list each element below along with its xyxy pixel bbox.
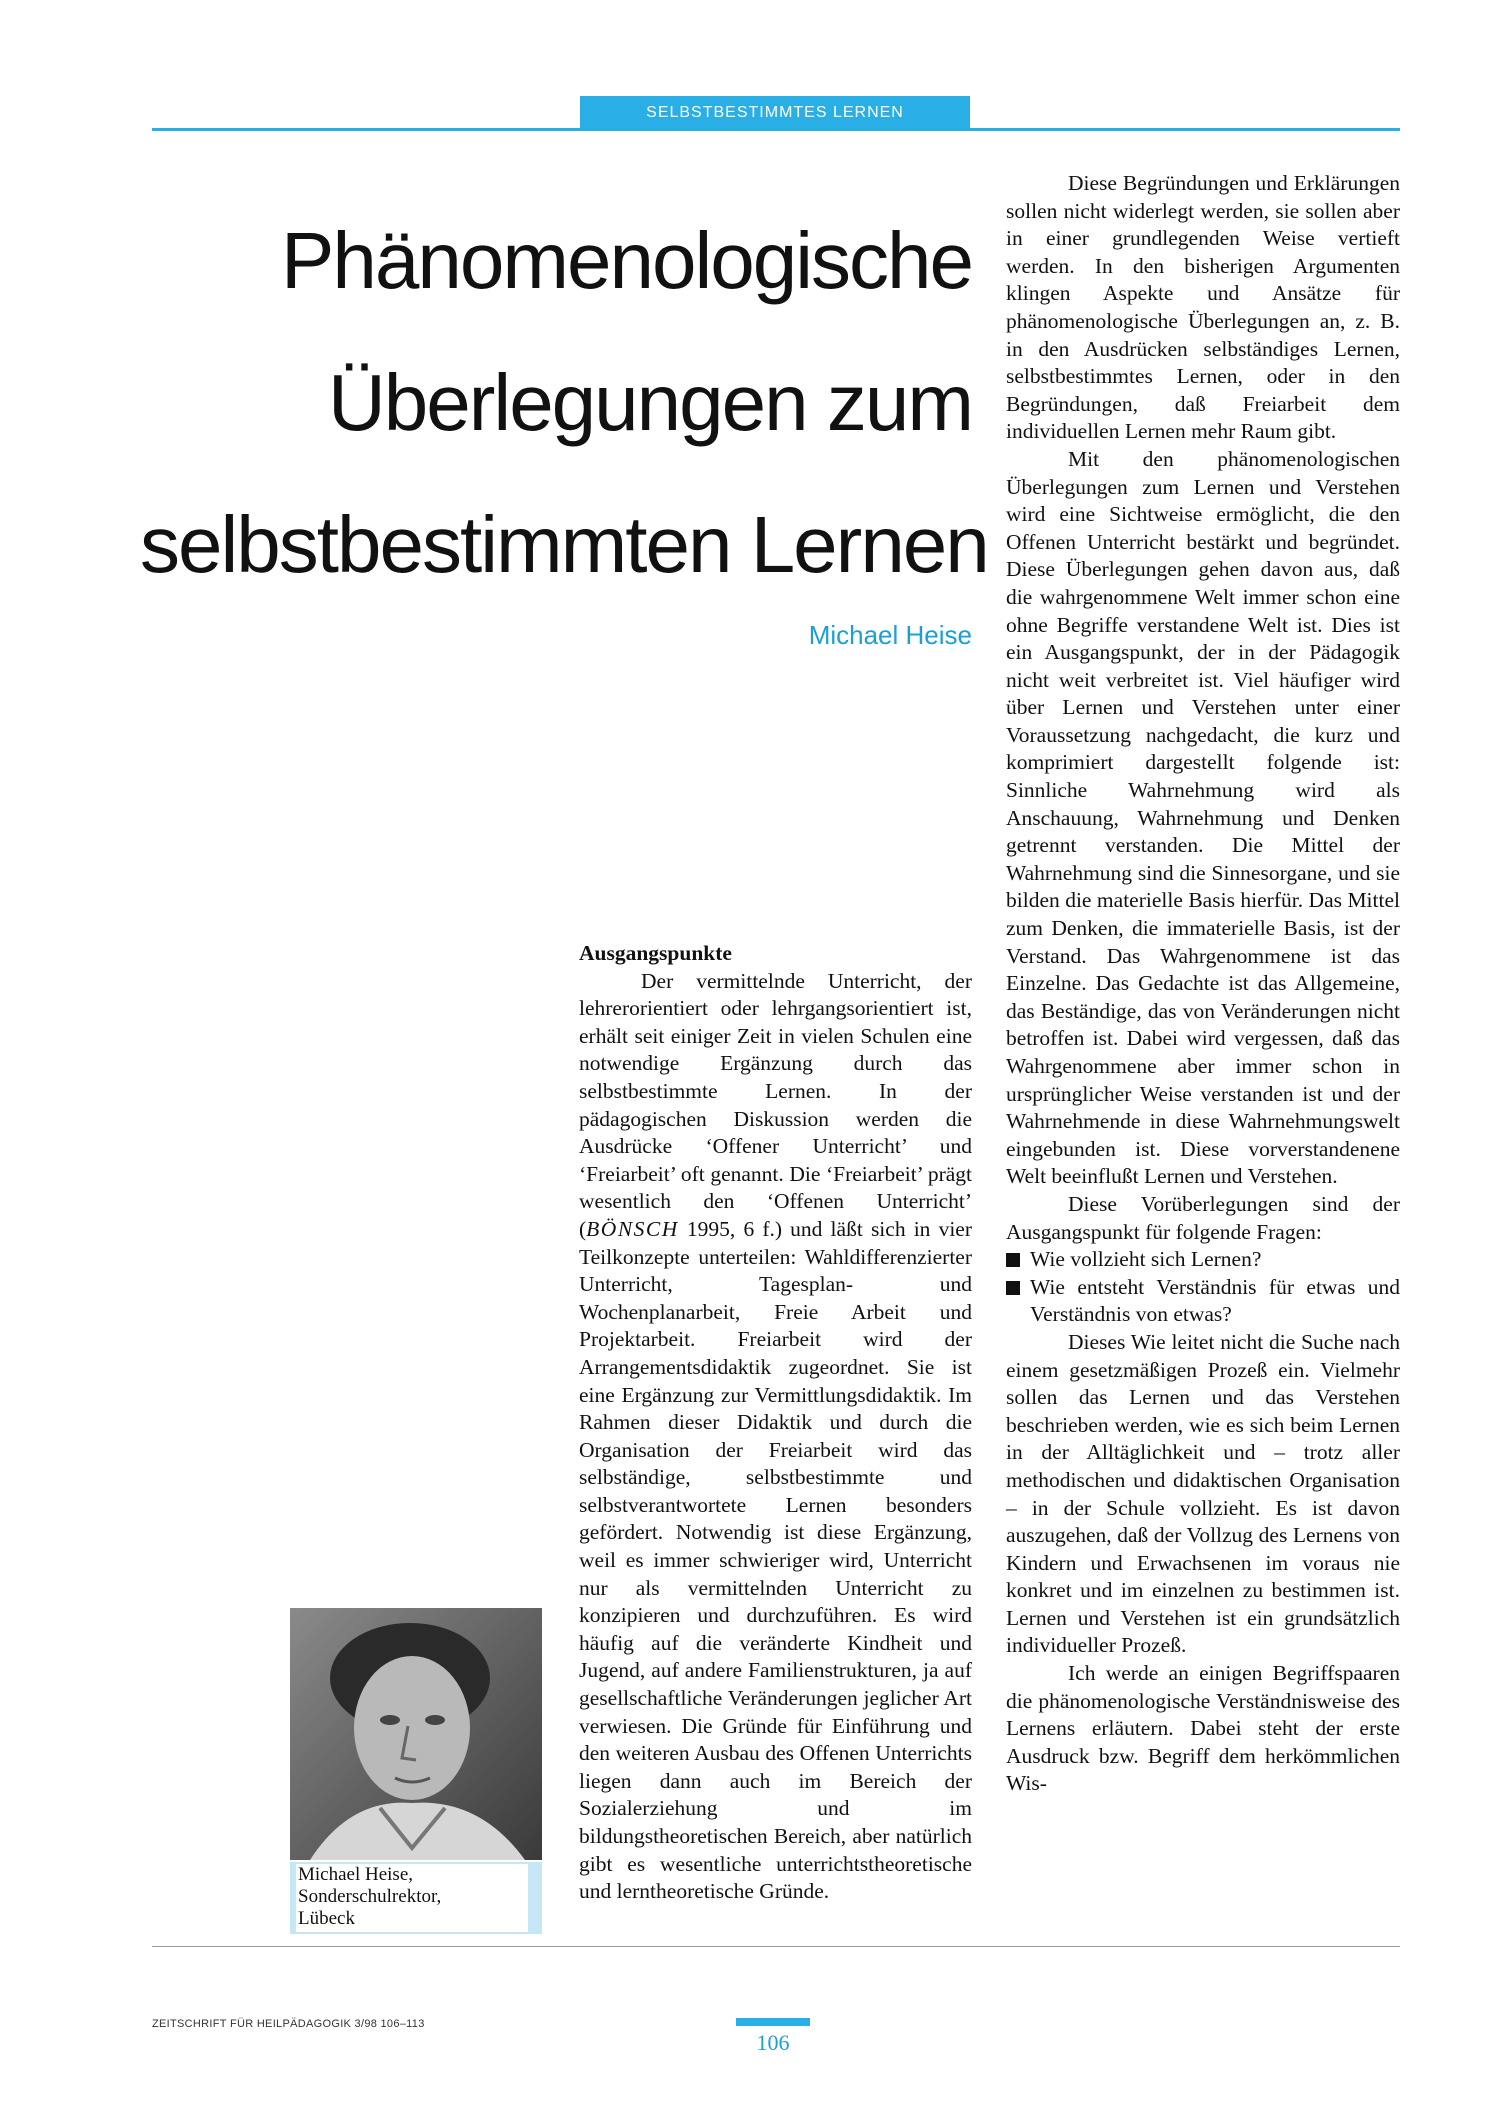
title-line: Phänomenologische	[281, 216, 972, 305]
section-heading: Ausgangspunkte	[579, 941, 732, 965]
bullet-square-icon	[1006, 1281, 1020, 1295]
body-paragraph: Diese Vorüberlegungen sind der Ausgangspunkt für folgende Fragen:	[1006, 1191, 1400, 1244]
caption-line: Lübeck	[298, 1908, 355, 1929]
caption-line: Sonderschulrektor,	[298, 1886, 442, 1907]
photo-caption	[296, 1864, 528, 1932]
author-portrait-image	[290, 1608, 542, 1860]
author-name: Michael Heise	[808, 620, 972, 650]
footer-rule	[152, 1946, 1400, 1947]
caption-line: Michael Heise,	[298, 1864, 414, 1885]
bullet-text: Wie vollzieht sich Lernen?	[1030, 1247, 1262, 1272]
paragraph-text: Der vermittelnde Unterricht, der lehrerorientiert oder lehrgangsorientiert ist, erhält seit einiger Zeit in vielen Schulen eine notwendige Ergänzung durch das selbstbestimmte Lernen. In der pädagogischen Diskussion werden die Ausdrücke ‘Offener Unterricht’ und ‘Freiarbeit’ oft genannt. Die ‘Freiarbeit’ prägt wesentlich den ‘Offenen Unterricht’ (	[579, 968, 972, 1241]
body-paragraph	[579, 968, 972, 1906]
paragraph-text: 1995, 6 f.) und läßt sich in vier Teilkonzepte unterteilen: Wahldifferenzierter Unterricht, Tagesplan- und Wochenplanarbeit, Freie Arbeit und Projektarbeit. Freiarbeit wird der Arrangementsdidaktik zugeordnet. Sie ist eine Ergänzung zur Vermittlungsdidaktik. Im Rahmen dieser Didaktik und durch die Organisation der Freiarbeit wird das selbständige, selbstbestimmte und selbstverantwortete Lernen besonders gefördert. Notwendig ist diese Ergänzung, weil es immer schwieriger wird, Unterricht nur als vermittelnden Unterricht zu konzipieren und durchzuführen. Es wird häufig auf die veränderte Kindheit und Jugend, auf andere Familienstrukturen, ja auf gesellschaftliche Veränderungen jeglicher Art verwiesen. Die Gründe für Einführung und den weiteren Ausbau des Offenen Unterrichts liegen dann auch im Bereich der Sozialerziehung und im bildungstheoretischen Bereich, aber natürlich gibt es wesentliche unterrichtstheoretische und lerntheoretische Gründe.	[579, 1216, 972, 1904]
citation-author: BÖNSCH	[586, 1216, 679, 1241]
bullet-item	[1006, 1246, 1400, 1274]
page-number: 106	[756, 2030, 790, 2055]
title-line: Überlegungen zum	[328, 358, 972, 447]
author-photo	[290, 1608, 542, 1860]
body-paragraph: Mit den phänomenologischen Überlegungen zum Lernen und Verstehen wird eine Sichtweise ermöglicht, die den Offenen Unterricht bestärkt und begründet. Diese Überlegungen gehen davon aus, daß die wahrgenommene Welt immer schon eine ohne Begriffe verstandene Welt ist. Dies ist ein Ausgangspunkt, der in der Pädagogik nicht weit verbreitet ist. Viel häufiger wird über Lernen und Verstehen unter einer Voraussetzung nachgedacht, die kurz und komprimiert dargestellt folgende ist: Sinnliche Wahrnehmung wird als Anschauung, Wahrnehmung und Denken getrennt verstanden. Die Mittel der Wahrnehmung sind die Sinnesorgane, und sie bilden die materielle Basis hierfür. Das Mittel zum Denken, die immaterielle Basis, ist der Verstand. Das Wahrgenommene ist das Einzelne. Das Gedachte ist das Allgemeine, das Beständige, das von Veränderungen nicht betroffen ist. Dabei wird vergessen, daß das Wahrgenommene aber immer schon in ursprünglicher Weise verstanden ist und der Wahrnehmende in diese Wahrnehmungswelt eingebunden ist. Diese vorverstandenene Welt beeinflußt Lernen und Verstehen.	[1006, 446, 1400, 1189]
body-paragraph: Ich werde an einigen Begriffspaaren die phänomenologische Verständnisweise des Lernens erläutern. Dabei steht der erste Ausdruck bzw. Begriff dem herkömmlichen Wis-	[1006, 1661, 1400, 1796]
bullet-item	[1006, 1274, 1400, 1329]
text-column-middle	[579, 940, 972, 1906]
page-number-bar	[736, 2018, 810, 2026]
text-column-right	[1006, 170, 1400, 1798]
bullet-square-icon	[1006, 1253, 1020, 1267]
journal-reference: ZEITSCHRIFT FÜR HEILPÄDAGOGIK 3/98 106–113	[152, 2018, 425, 2030]
body-paragraph: Diese Begründungen und Erklärungen sollen nicht widerlegt werden, sie sollen aber in einer grundlegenden Weise vertieft werden. In den bisherigen Argumenten klingen Aspekte und Ansätze für phänomenologische Überlegungen an, z. B. in den Ausdrücken selbständiges Lernen, selbstbestimmtes Lernen, oder in den Begründungen, daß Freiarbeit dem individuellen Lernen mehr Raum gibt.	[1006, 171, 1400, 444]
section-header-tab: SELBSTBESTIMMTES LERNEN	[580, 96, 970, 130]
body-paragraph: Dieses Wie leitet nicht die Suche nach einem gesetzmäßigen Prozeß ein. Vielmehr sollen das Lernen und das Verstehen beschrieben werden, wie es sich beim Lernen in der Alltäglichkeit und – trotz aller methodischen und didaktischen Organisation – in der Schule vollzieht. Es ist davon auszugehen, daß der Vollzug des Lernens von Kindern und Erwachsenen im voraus nie konkret und im einzelnen zu bestimmen ist. Lernen und Verstehen ist ein grundsätzlich individueller Prozeß.	[1006, 1329, 1400, 1658]
article-title	[140, 190, 988, 616]
title-line: selbstbestimmten Lernen	[140, 500, 988, 589]
header-rule	[152, 128, 1400, 131]
bullet-text: Wie entsteht Verständnis für etwas und Verständnis von etwas?	[1030, 1274, 1400, 1327]
